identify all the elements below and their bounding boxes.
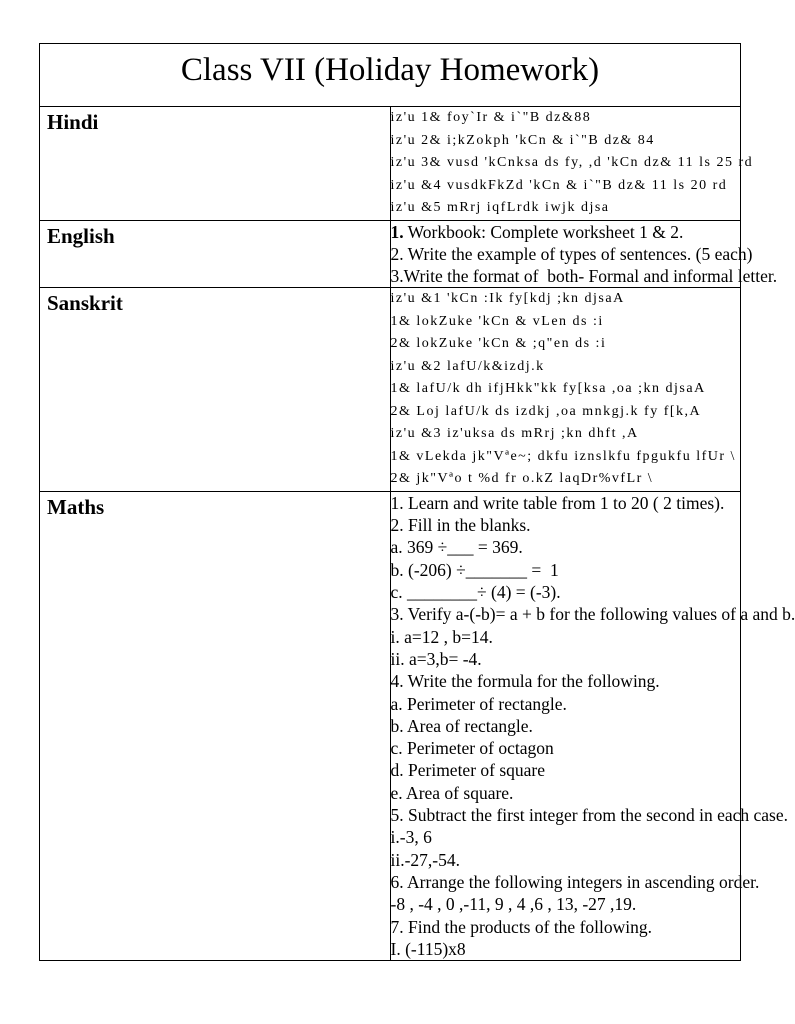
english-row xyxy=(40,220,741,288)
task-line: b. (-206) ÷_______ = 1 xyxy=(390,559,559,580)
task-line: iz'u 3& vusd 'kCnksa ds fy, ,d 'kCn dz& 11 ls 25 rd xyxy=(390,155,754,170)
subject-label-maths: Maths xyxy=(47,494,105,519)
task-line: 1& lafU/k dh ifjHkk"kk fy[ksa ,oa ;kn djsaA xyxy=(390,381,706,397)
task-line: 3. Verify a-(-b)= a + b for the following values of a and b. xyxy=(390,604,795,625)
subject-label-english: English xyxy=(47,223,115,248)
hindi-label-cell xyxy=(40,107,391,221)
task-line: 7. Find the products of the following. xyxy=(390,916,653,937)
task-line: a. 369 ÷___ = 369. xyxy=(390,537,523,558)
task-line: i. a=12 , b=14. xyxy=(390,626,493,647)
task-number: 1. xyxy=(390,221,404,242)
task-text: 3.Write the format of both- Formal and informal letter. xyxy=(390,266,778,287)
task-line: b. Area of rectangle. xyxy=(390,715,533,736)
task-line: iz'u &2 lafU/k&izdj.k xyxy=(390,358,545,374)
task-line xyxy=(391,221,741,243)
task-line: 6. Arrange the following integers in ascending order. xyxy=(390,871,760,892)
task-text: Workbook: Complete worksheet 1 & 2. xyxy=(403,221,684,242)
english-label-cell xyxy=(40,220,391,288)
task-line: c. Perimeter of octagon xyxy=(390,738,554,759)
sanskrit-tasks xyxy=(390,288,741,492)
task-line: c. ________÷ (4) = (-3). xyxy=(390,582,561,603)
subject-label-sanskrit: Sanskrit xyxy=(47,291,123,316)
title-row xyxy=(40,44,741,107)
task-text: 2. Write the example of types of sentences. (5 each) xyxy=(390,243,753,264)
task-line: 5. Subtract the first integer from the second in each case. xyxy=(390,805,788,826)
sanskrit-row xyxy=(40,288,741,492)
task-line: -8 , -4 , 0 ,-11, 9 , 4 ,6 , 13, -27 ,19. xyxy=(390,894,637,915)
task-line: iz'u &1 'kCn :Ik fy[kdj ;kn djsaA xyxy=(390,291,625,307)
maths-label-cell xyxy=(40,491,391,960)
task-line: iz'u &4 vusdkFkZd 'kCn & i`"B dz& 11 ls 20 rd xyxy=(390,177,728,193)
task-line: 1. Learn and write table from 1 to 20 ( 2 times). xyxy=(390,492,725,513)
task-line: 1& vLekda jk"Vªe~; dkfu iznslkfu fpgukfu lfUr \ xyxy=(390,448,736,464)
task-line: i.-3, 6 xyxy=(390,827,432,848)
maths-row xyxy=(40,491,741,960)
task-line: e. Area of square. xyxy=(390,782,514,803)
hindi-row xyxy=(40,107,741,221)
subject-label-hindi: Hindi xyxy=(47,110,99,134)
task-line: iz'u &5 mRrj iqfLrdk iwjk djsa xyxy=(390,200,610,215)
task-line: a. Perimeter of rectangle. xyxy=(390,693,567,714)
task-line: I. (-115)x8 xyxy=(390,938,466,959)
task-line xyxy=(390,265,778,287)
task-line: ii.-27,-54. xyxy=(390,849,461,870)
task-line: 2. Fill in the blanks. xyxy=(390,515,531,536)
title-cell xyxy=(40,44,741,107)
task-line: 2& jk"Vªo t %d fr o.kZ laqDr%vfLr \ xyxy=(390,471,654,487)
task-line: 1& lokZuke 'kCn & vLen ds :i xyxy=(390,313,604,329)
task-line: iz'u &3 iz'uksa ds mRrj ;kn dhft ,A xyxy=(390,426,639,442)
task-line: d. Perimeter of square xyxy=(390,760,546,781)
task-line: 2& lokZuke 'kCn & ;q"en ds :i xyxy=(390,336,607,352)
task-line: ii. a=3,b= -4. xyxy=(390,648,482,669)
hindi-tasks xyxy=(390,107,754,221)
task-line: 4. Write the formula for the following. xyxy=(390,671,660,692)
page-title: Class VII (Holiday Homework) xyxy=(180,52,600,88)
task-line: iz'u 1& foy`Ir & i`"B dz&88 xyxy=(390,110,592,125)
task-line: iz'u 2& i;kZokph 'kCn & i`"B dz& 84 xyxy=(390,132,655,148)
task-line xyxy=(390,243,753,265)
maths-tasks xyxy=(390,491,795,960)
english-tasks xyxy=(390,220,778,288)
task-line: 2& Loj lafU/k ds izdkj ,oa mnkgj.k fy f[k,A xyxy=(390,403,702,419)
sanskrit-label-cell xyxy=(40,288,391,492)
homework-table xyxy=(39,43,795,961)
